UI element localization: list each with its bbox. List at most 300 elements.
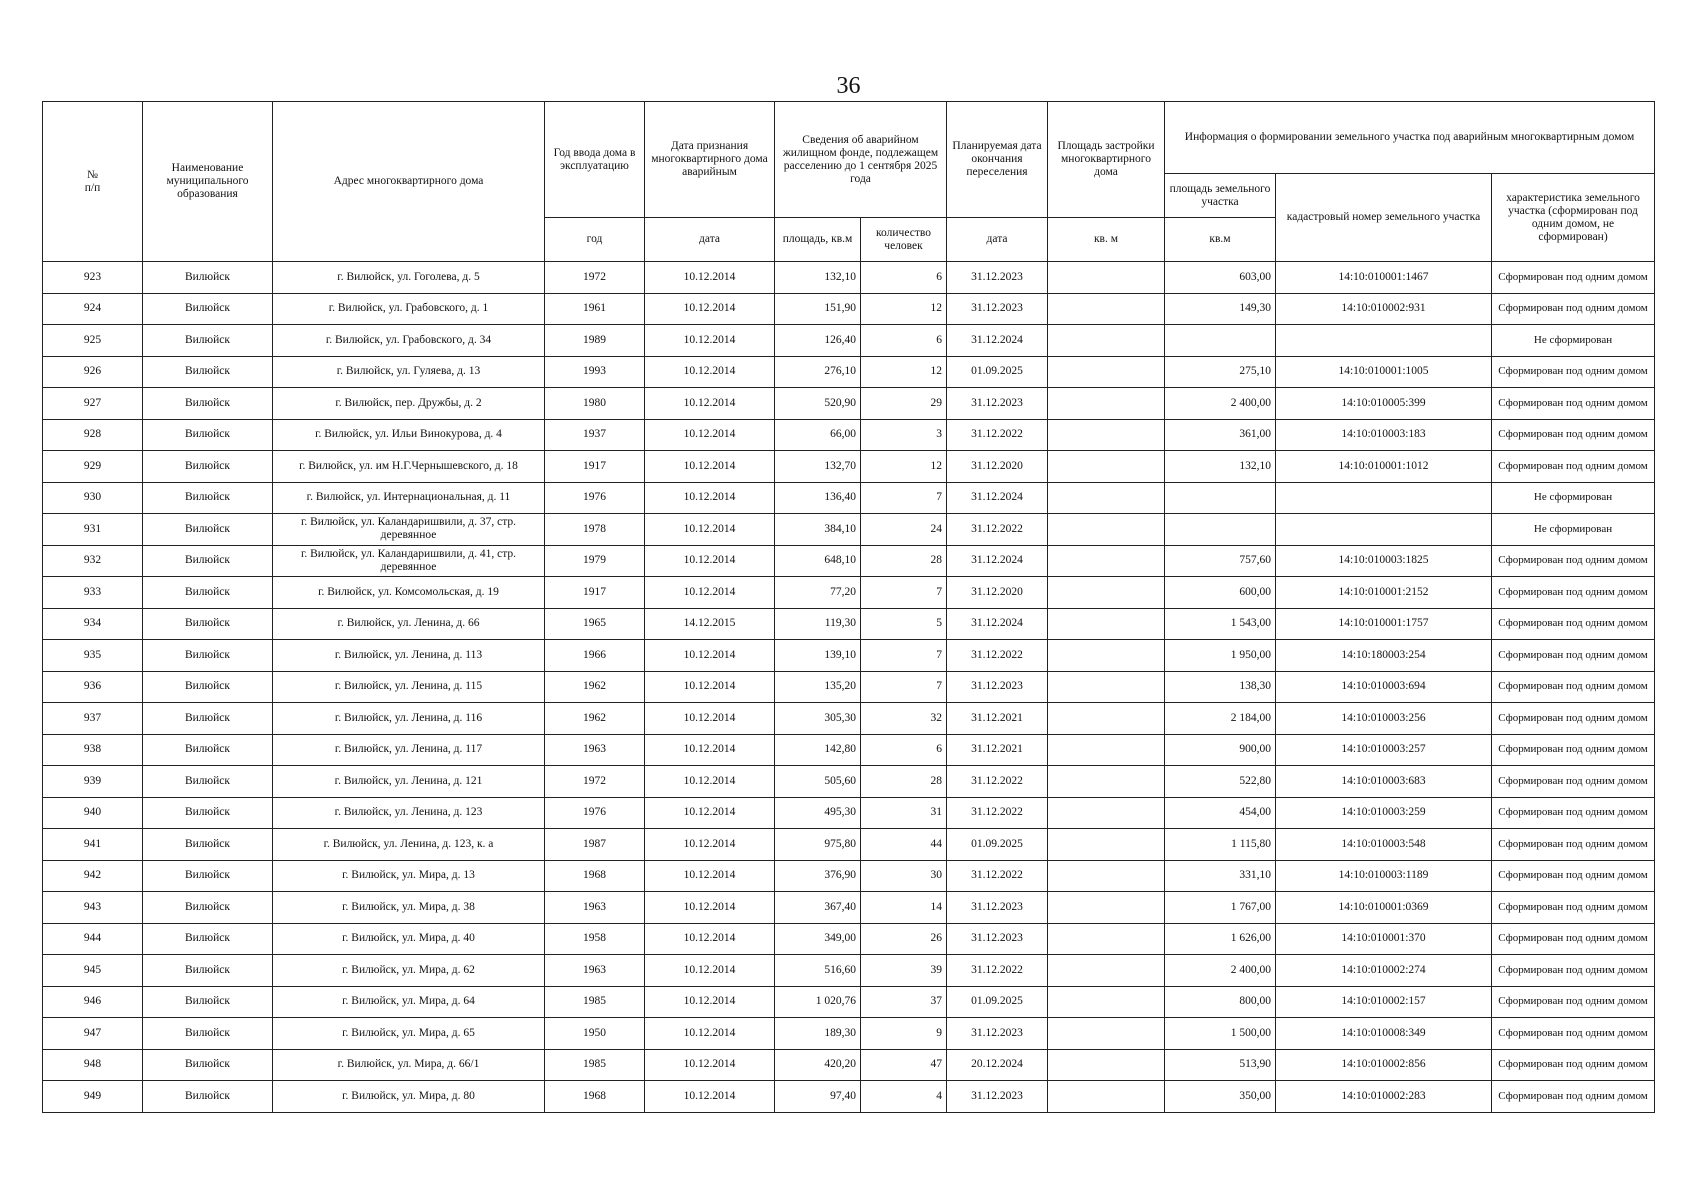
cell-land-area <box>1165 325 1276 357</box>
cell-cadastral: 14:10:010003:1825 <box>1276 545 1492 577</box>
cell-building-area <box>1048 262 1165 294</box>
cell-characteristic: Сформирован под одним домом <box>1492 986 1655 1018</box>
cell-land-area: 2 400,00 <box>1165 955 1276 987</box>
cell-land-area: 900,00 <box>1165 734 1276 766</box>
table-row <box>43 829 1655 861</box>
cell-area: 119,30 <box>775 608 861 640</box>
cell-land-area: 1 543,00 <box>1165 608 1276 640</box>
cell-land-area: 149,30 <box>1165 293 1276 325</box>
cell-characteristic: Сформирован под одним домом <box>1492 703 1655 735</box>
cell-building-area <box>1048 703 1165 735</box>
cell-municipality: Вилюйск <box>143 514 273 546</box>
table-row <box>43 923 1655 955</box>
cell-num: 926 <box>43 356 143 388</box>
cell-people: 6 <box>861 734 947 766</box>
cell-area: 136,40 <box>775 482 861 514</box>
cell-building-area <box>1048 419 1165 451</box>
cell-year: 1917 <box>545 577 645 609</box>
cell-date: 10.12.2014 <box>645 451 775 483</box>
header-characteristic: характеристика земельного участка (сформирован под одним домом, не сформирован) <box>1492 174 1655 262</box>
cell-characteristic: Сформирован под одним домом <box>1492 419 1655 451</box>
cell-area: 276,10 <box>775 356 861 388</box>
header-year-built: Год ввода дома в эксплуатацию <box>545 102 645 218</box>
cell-land-area: 138,30 <box>1165 671 1276 703</box>
cell-plan-date: 31.12.2022 <box>947 419 1048 451</box>
cell-cadastral: 14:10:010001:1012 <box>1276 451 1492 483</box>
cell-plan-date: 31.12.2023 <box>947 388 1048 420</box>
cell-area: 139,10 <box>775 640 861 672</box>
cell-year: 1966 <box>545 640 645 672</box>
header-planned-date: Планируемая дата окончания переселения <box>947 102 1048 218</box>
table-row <box>43 482 1655 514</box>
cell-people: 47 <box>861 1049 947 1081</box>
cell-characteristic: Сформирован под одним домом <box>1492 608 1655 640</box>
cell-characteristic: Сформирован под одним домом <box>1492 545 1655 577</box>
cell-area: 349,00 <box>775 923 861 955</box>
cell-date: 10.12.2014 <box>645 356 775 388</box>
cell-cadastral: 14:10:010002:931 <box>1276 293 1492 325</box>
cell-building-area <box>1048 1049 1165 1081</box>
cell-municipality: Вилюйск <box>143 356 273 388</box>
cell-municipality: Вилюйск <box>143 923 273 955</box>
cell-plan-date: 31.12.2023 <box>947 1081 1048 1113</box>
cell-area: 1 020,76 <box>775 986 861 1018</box>
cell-people: 12 <box>861 293 947 325</box>
cell-municipality: Вилюйск <box>143 703 273 735</box>
cell-municipality: Вилюйск <box>143 1018 273 1050</box>
cell-people: 7 <box>861 577 947 609</box>
cell-address: г. Вилюйск, ул. Мира, д. 40 <box>273 923 545 955</box>
cell-year: 1989 <box>545 325 645 357</box>
cell-cadastral: 14:10:010002:283 <box>1276 1081 1492 1113</box>
cell-plan-date: 31.12.2023 <box>947 671 1048 703</box>
cell-land-area: 757,60 <box>1165 545 1276 577</box>
cell-num: 948 <box>43 1049 143 1081</box>
cell-people: 28 <box>861 545 947 577</box>
cell-people: 12 <box>861 451 947 483</box>
cell-area: 77,20 <box>775 577 861 609</box>
cell-land-area <box>1165 514 1276 546</box>
cell-year: 1950 <box>545 1018 645 1050</box>
cell-building-area <box>1048 293 1165 325</box>
cell-year: 1987 <box>545 829 645 861</box>
cell-area: 66,00 <box>775 419 861 451</box>
cell-date: 10.12.2014 <box>645 923 775 955</box>
cell-characteristic: Сформирован под одним домом <box>1492 734 1655 766</box>
cell-num: 946 <box>43 986 143 1018</box>
cell-year: 1972 <box>545 766 645 798</box>
cell-land-area: 522,80 <box>1165 766 1276 798</box>
unit-year: год <box>545 218 645 262</box>
cell-num: 933 <box>43 577 143 609</box>
cell-building-area <box>1048 860 1165 892</box>
cell-land-area: 1 950,00 <box>1165 640 1276 672</box>
cell-people: 37 <box>861 986 947 1018</box>
cell-characteristic: Сформирован под одним домом <box>1492 1049 1655 1081</box>
cell-characteristic: Сформирован под одним домом <box>1492 293 1655 325</box>
cell-year: 1917 <box>545 451 645 483</box>
cell-cadastral: 14:10:010002:157 <box>1276 986 1492 1018</box>
cell-num: 947 <box>43 1018 143 1050</box>
cell-municipality: Вилюйск <box>143 293 273 325</box>
cell-cadastral: 14:10:010002:274 <box>1276 955 1492 987</box>
cell-date: 10.12.2014 <box>645 986 775 1018</box>
cell-date: 10.12.2014 <box>645 640 775 672</box>
cell-plan-date: 31.12.2024 <box>947 545 1048 577</box>
cell-num: 935 <box>43 640 143 672</box>
cell-year: 1963 <box>545 892 645 924</box>
cell-cadastral: 14:10:010001:2152 <box>1276 577 1492 609</box>
cell-building-area <box>1048 451 1165 483</box>
cell-area: 305,30 <box>775 703 861 735</box>
cell-cadastral: 14:10:010001:1757 <box>1276 608 1492 640</box>
cell-cadastral: 14:10:010001:1005 <box>1276 356 1492 388</box>
cell-municipality: Вилюйск <box>143 892 273 924</box>
cell-address: г. Вилюйск, ул. Гоголева, д. 5 <box>273 262 545 294</box>
cell-address: г. Вилюйск, ул. Мира, д. 65 <box>273 1018 545 1050</box>
cell-building-area <box>1048 829 1165 861</box>
cell-cadastral: 14:10:010001:370 <box>1276 923 1492 955</box>
table-row <box>43 325 1655 357</box>
cell-cadastral <box>1276 482 1492 514</box>
cell-area: 367,40 <box>775 892 861 924</box>
table-body <box>43 262 1655 1113</box>
cell-num: 924 <box>43 293 143 325</box>
cell-area: 151,90 <box>775 293 861 325</box>
cell-address: г. Вилюйск, ул. Гуляева, д. 13 <box>273 356 545 388</box>
cell-year: 1980 <box>545 388 645 420</box>
table-row <box>43 262 1655 294</box>
cell-cadastral: 14:10:010003:694 <box>1276 671 1492 703</box>
cell-num: 938 <box>43 734 143 766</box>
cell-area: 376,90 <box>775 860 861 892</box>
cell-municipality: Вилюйск <box>143 419 273 451</box>
cell-num: 944 <box>43 923 143 955</box>
unit-sqm: кв. м <box>1048 218 1165 262</box>
table-row <box>43 608 1655 640</box>
cell-year: 1963 <box>545 955 645 987</box>
unit-date-2: дата <box>947 218 1048 262</box>
table-row <box>43 860 1655 892</box>
cell-address: г. Вилюйск, ул. Комсомольская, д. 19 <box>273 577 545 609</box>
table-row <box>43 986 1655 1018</box>
cell-plan-date: 31.12.2022 <box>947 640 1048 672</box>
cell-plan-date: 20.12.2024 <box>947 1049 1048 1081</box>
cell-cadastral: 14:10:010002:856 <box>1276 1049 1492 1081</box>
cell-cadastral: 14:10:180003:254 <box>1276 640 1492 672</box>
cell-year: 1963 <box>545 734 645 766</box>
cell-building-area <box>1048 892 1165 924</box>
table-row <box>43 797 1655 829</box>
cell-plan-date: 31.12.2022 <box>947 514 1048 546</box>
cell-area: 975,80 <box>775 829 861 861</box>
cell-area: 132,10 <box>775 262 861 294</box>
cell-address: г. Вилюйск, ул. Ленина, д. 117 <box>273 734 545 766</box>
cell-building-area <box>1048 766 1165 798</box>
cell-date: 10.12.2014 <box>645 514 775 546</box>
cell-year: 1979 <box>545 545 645 577</box>
cell-plan-date: 31.12.2024 <box>947 482 1048 514</box>
cell-num: 931 <box>43 514 143 546</box>
cell-people: 24 <box>861 514 947 546</box>
emergency-housing-table <box>42 101 1655 1113</box>
cell-area: 135,20 <box>775 671 861 703</box>
cell-address: г. Вилюйск, ул. Ленина, д. 123, к. а <box>273 829 545 861</box>
table-row <box>43 734 1655 766</box>
cell-num: 942 <box>43 860 143 892</box>
cell-year: 1961 <box>545 293 645 325</box>
cell-year: 1993 <box>545 356 645 388</box>
cell-building-area <box>1048 986 1165 1018</box>
cell-year: 1962 <box>545 671 645 703</box>
cell-area: 495,30 <box>775 797 861 829</box>
cell-num: 932 <box>43 545 143 577</box>
cell-num: 930 <box>43 482 143 514</box>
cell-address: г. Вилюйск, ул. Мира, д. 66/1 <box>273 1049 545 1081</box>
cell-plan-date: 01.09.2025 <box>947 356 1048 388</box>
cell-characteristic: Сформирован под одним домом <box>1492 388 1655 420</box>
table-row <box>43 545 1655 577</box>
cell-building-area <box>1048 1018 1165 1050</box>
cell-cadastral <box>1276 325 1492 357</box>
cell-num: 923 <box>43 262 143 294</box>
cell-address: г. Вилюйск, ул. Интернациональная, д. 11 <box>273 482 545 514</box>
cell-area: 189,30 <box>775 1018 861 1050</box>
cell-date: 10.12.2014 <box>645 829 775 861</box>
cell-area: 142,80 <box>775 734 861 766</box>
cell-address: г. Вилюйск, ул. Ленина, д. 66 <box>273 608 545 640</box>
cell-address: г. Вилюйск, ул. Мира, д. 80 <box>273 1081 545 1113</box>
cell-area: 126,40 <box>775 325 861 357</box>
table-row <box>43 766 1655 798</box>
cell-building-area <box>1048 955 1165 987</box>
cell-num: 939 <box>43 766 143 798</box>
cell-building-area <box>1048 1081 1165 1113</box>
cell-cadastral: 14:10:010003:548 <box>1276 829 1492 861</box>
cell-characteristic: Сформирован под одним домом <box>1492 766 1655 798</box>
table-row <box>43 577 1655 609</box>
cell-characteristic: Не сформирован <box>1492 482 1655 514</box>
cell-date: 10.12.2014 <box>645 1049 775 1081</box>
cell-municipality: Вилюйск <box>143 955 273 987</box>
header-building-area: Площадь застройки многоквартирного дома <box>1048 102 1165 218</box>
cell-date: 10.12.2014 <box>645 703 775 735</box>
cell-plan-date: 31.12.2023 <box>947 1018 1048 1050</box>
cell-municipality: Вилюйск <box>143 608 273 640</box>
unit-people: количество человек <box>861 218 947 262</box>
cell-plan-date: 31.12.2022 <box>947 766 1048 798</box>
cell-address: г. Вилюйск, ул. Ленина, д. 116 <box>273 703 545 735</box>
header-land-area: площадь земельного участка <box>1165 174 1276 218</box>
header-address: Адрес многоквартирного дома <box>273 102 545 262</box>
cell-land-area: 1 626,00 <box>1165 923 1276 955</box>
table-row <box>43 514 1655 546</box>
cell-people: 30 <box>861 860 947 892</box>
cell-land-area <box>1165 482 1276 514</box>
cell-plan-date: 31.12.2020 <box>947 451 1048 483</box>
cell-plan-date: 31.12.2023 <box>947 923 1048 955</box>
table-row <box>43 640 1655 672</box>
cell-land-area: 2 184,00 <box>1165 703 1276 735</box>
cell-address: г. Вилюйск, ул. Ленина, д. 113 <box>273 640 545 672</box>
cell-year: 1985 <box>545 1049 645 1081</box>
cell-address: г. Вилюйск, ул. Ленина, д. 115 <box>273 671 545 703</box>
cell-characteristic: Сформирован под одним домом <box>1492 262 1655 294</box>
cell-land-area: 1 500,00 <box>1165 1018 1276 1050</box>
cell-cadastral: 14:10:010001:1467 <box>1276 262 1492 294</box>
cell-characteristic: Сформирован под одним домом <box>1492 892 1655 924</box>
cell-num: 936 <box>43 671 143 703</box>
cell-address: г. Вилюйск, ул. Каландаришвили, д. 41, стр. деревянное <box>273 545 545 577</box>
cell-num: 929 <box>43 451 143 483</box>
cell-building-area <box>1048 482 1165 514</box>
cell-land-area: 603,00 <box>1165 262 1276 294</box>
cell-people: 39 <box>861 955 947 987</box>
cell-address: г. Вилюйск, ул. Каландаришвили, д. 37, стр. деревянное <box>273 514 545 546</box>
cell-plan-date: 31.12.2023 <box>947 262 1048 294</box>
cell-date: 10.12.2014 <box>645 1081 775 1113</box>
cell-cadastral: 14:10:010003:1189 <box>1276 860 1492 892</box>
cell-people: 7 <box>861 640 947 672</box>
cell-characteristic: Сформирован под одним домом <box>1492 1081 1655 1113</box>
cell-people: 9 <box>861 1018 947 1050</box>
cell-people: 6 <box>861 262 947 294</box>
cell-characteristic: Сформирован под одним домом <box>1492 923 1655 955</box>
cell-municipality: Вилюйск <box>143 451 273 483</box>
cell-num: 927 <box>43 388 143 420</box>
cell-municipality: Вилюйск <box>143 734 273 766</box>
cell-characteristic: Сформирован под одним домом <box>1492 671 1655 703</box>
cell-land-area: 132,10 <box>1165 451 1276 483</box>
cell-plan-date: 31.12.2022 <box>947 797 1048 829</box>
cell-num: 925 <box>43 325 143 357</box>
cell-plan-date: 31.12.2023 <box>947 892 1048 924</box>
cell-municipality: Вилюйск <box>143 1081 273 1113</box>
cell-plan-date: 31.12.2024 <box>947 325 1048 357</box>
cell-address: г. Вилюйск, ул. Мира, д. 13 <box>273 860 545 892</box>
cell-building-area <box>1048 325 1165 357</box>
unit-area: площадь, кв.м <box>775 218 861 262</box>
cell-address: г. Вилюйск, ул. Ленина, д. 123 <box>273 797 545 829</box>
cell-cadastral: 14:10:010008:349 <box>1276 1018 1492 1050</box>
table-row <box>43 1018 1655 1050</box>
cell-municipality: Вилюйск <box>143 986 273 1018</box>
cell-municipality: Вилюйск <box>143 640 273 672</box>
cell-address: г. Вилюйск, ул. Мира, д. 38 <box>273 892 545 924</box>
cell-date: 10.12.2014 <box>645 955 775 987</box>
cell-building-area <box>1048 356 1165 388</box>
cell-date: 10.12.2014 <box>645 293 775 325</box>
cell-plan-date: 31.12.2023 <box>947 293 1048 325</box>
cell-cadastral: 14:10:010003:683 <box>1276 766 1492 798</box>
cell-building-area <box>1048 923 1165 955</box>
cell-year: 1972 <box>545 262 645 294</box>
cell-area: 505,60 <box>775 766 861 798</box>
unit-sqm-2: кв.м <box>1165 218 1276 262</box>
cell-people: 31 <box>861 797 947 829</box>
cell-people: 44 <box>861 829 947 861</box>
cell-land-area: 350,00 <box>1165 1081 1276 1113</box>
cell-year: 1965 <box>545 608 645 640</box>
cell-characteristic: Сформирован под одним домом <box>1492 577 1655 609</box>
cell-year: 1985 <box>545 986 645 1018</box>
cell-address: г. Вилюйск, ул. Грабовского, д. 34 <box>273 325 545 357</box>
cell-land-area: 2 400,00 <box>1165 388 1276 420</box>
cell-address: г. Вилюйск, пер. Дружбы, д. 2 <box>273 388 545 420</box>
cell-date: 10.12.2014 <box>645 545 775 577</box>
cell-land-area: 454,00 <box>1165 797 1276 829</box>
cell-year: 1978 <box>545 514 645 546</box>
cell-year: 1937 <box>545 419 645 451</box>
cell-date: 10.12.2014 <box>645 892 775 924</box>
cell-municipality: Вилюйск <box>143 829 273 861</box>
cell-characteristic: Сформирован под одним домом <box>1492 640 1655 672</box>
cell-characteristic: Сформирован под одним домом <box>1492 797 1655 829</box>
cell-land-area: 1 115,80 <box>1165 829 1276 861</box>
cell-municipality: Вилюйск <box>143 860 273 892</box>
header-emergency-fund: Сведения об аварийном жилищном фонде, подлежащем расселению до 1 сентября 2025 года <box>775 102 947 218</box>
cell-plan-date: 01.09.2025 <box>947 986 1048 1018</box>
cell-municipality: Вилюйск <box>143 482 273 514</box>
cell-area: 516,60 <box>775 955 861 987</box>
cell-area: 97,40 <box>775 1081 861 1113</box>
cell-date: 10.12.2014 <box>645 860 775 892</box>
table-row <box>43 703 1655 735</box>
cell-cadastral: 14:10:010005:399 <box>1276 388 1492 420</box>
cell-characteristic: Сформирован под одним домом <box>1492 829 1655 861</box>
cell-date: 14.12.2015 <box>645 608 775 640</box>
cell-area: 420,20 <box>775 1049 861 1081</box>
cell-area: 648,10 <box>775 545 861 577</box>
cell-land-area: 361,00 <box>1165 419 1276 451</box>
cell-area: 132,70 <box>775 451 861 483</box>
cell-building-area <box>1048 577 1165 609</box>
cell-year: 1976 <box>545 482 645 514</box>
cell-num: 949 <box>43 1081 143 1113</box>
cell-building-area <box>1048 671 1165 703</box>
cell-cadastral <box>1276 514 1492 546</box>
cell-num: 941 <box>43 829 143 861</box>
cell-date: 10.12.2014 <box>645 325 775 357</box>
cell-date: 10.12.2014 <box>645 1018 775 1050</box>
header-num: № п/п <box>43 102 143 262</box>
cell-municipality: Вилюйск <box>143 766 273 798</box>
cell-num: 934 <box>43 608 143 640</box>
cell-plan-date: 31.12.2022 <box>947 955 1048 987</box>
cell-date: 10.12.2014 <box>645 734 775 766</box>
cell-date: 10.12.2014 <box>645 766 775 798</box>
header-date-recognized: Дата признания многоквартирного дома аварийным <box>645 102 775 218</box>
cell-area: 384,10 <box>775 514 861 546</box>
cell-cadastral: 14:10:010003:257 <box>1276 734 1492 766</box>
unit-date: дата <box>645 218 775 262</box>
table-row <box>43 1049 1655 1081</box>
cell-people: 6 <box>861 325 947 357</box>
cell-num: 937 <box>43 703 143 735</box>
cell-year: 1976 <box>545 797 645 829</box>
cell-municipality: Вилюйск <box>143 388 273 420</box>
cell-characteristic: Сформирован под одним домом <box>1492 356 1655 388</box>
cell-date: 10.12.2014 <box>645 671 775 703</box>
cell-municipality: Вилюйск <box>143 797 273 829</box>
cell-date: 10.12.2014 <box>645 262 775 294</box>
cell-building-area <box>1048 797 1165 829</box>
cell-date: 10.12.2014 <box>645 797 775 829</box>
cell-characteristic: Сформирован под одним домом <box>1492 451 1655 483</box>
cell-num: 940 <box>43 797 143 829</box>
header-land-info: Информация о формировании земельного участка под аварийным многоквартирным домом <box>1165 102 1655 174</box>
cell-people: 32 <box>861 703 947 735</box>
